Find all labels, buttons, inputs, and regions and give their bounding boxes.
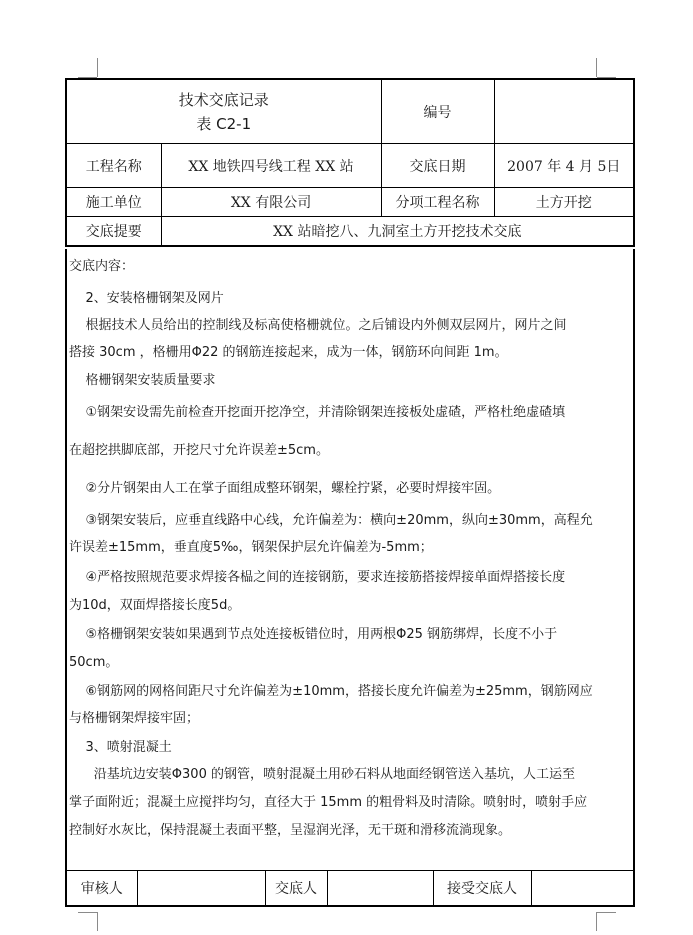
crop-mark [596, 58, 597, 77]
sub-project-value[interactable]: 土方开挖 [494, 188, 634, 217]
crop-mark [97, 912, 98, 931]
content-line: 50cm。 [69, 655, 119, 670]
content-line: 2、安装格栅钢架及网片 [69, 291, 224, 306]
form-title [66, 79, 381, 144]
presenter-value[interactable] [327, 871, 433, 907]
presenter-label: 交底人 [265, 871, 327, 907]
number-value[interactable] [494, 79, 634, 144]
content-line: 与格栅钢架焊接牢固； [69, 711, 200, 726]
crop-mark [596, 912, 597, 931]
crop-mark [97, 58, 98, 77]
header-table [65, 78, 635, 247]
summary-label: 交底提要 [66, 217, 161, 247]
date-value[interactable]: 2007 年 4 月 5日 [494, 144, 634, 188]
content-line: 在超挖拱脚底部，开挖尺寸允许误差±5cm。 [69, 443, 329, 458]
content-line: 根据技术人员给出的控制线及标高使格栅就位。之后铺设内外侧双层网片，网片之间 [69, 318, 567, 333]
content-line: 沿基坑边安装Φ300 的钢管，喷射混凝土用砂石料从地面经钢管送入基坑，人工运至 [69, 767, 575, 782]
project-name-value[interactable]: XX 地铁四号线工程 XX 站 [161, 144, 381, 188]
content-line: 控制好水灰比，保持混凝土表面平整，呈湿润光泽，无干斑和滑移流淌现象。 [69, 823, 512, 838]
content-area [65, 249, 635, 871]
form-title-code: 表 C2-1 [196, 114, 252, 133]
content-line: ⑥钢筋网的网格间距尺寸允许偏差为±10mm，搭接长度允许偏差为±25mm，钢筋网应 [69, 684, 593, 699]
content-line: ③钢架安装后，应垂直线路中心线，允许偏差为：横向±20mm，纵向±30mm，高程允 [69, 513, 593, 528]
content-line: 许误差±15mm，垂直度5‰，钢架保护层允许偏差为-5mm； [69, 540, 433, 555]
content-line: ④严格按照规范要求焊接各榀之间的连接钢筋，要求连接筋搭接焊接单面焊搭接长度 [69, 570, 566, 585]
signature-table [65, 870, 635, 907]
content-line: ②分片钢架由人工在掌子面组成整环钢架，螺栓拧紧，必要时焊接牢固。 [69, 481, 501, 496]
content-line: 为10d，双面焊搭接长度5d。 [69, 598, 241, 613]
crop-mark [597, 912, 616, 913]
content-line: 掌子面附近；混凝土应搅拌均匀，直径大于 15mm 的粗骨料及时清除。喷射时，喷射手应 [69, 795, 588, 810]
project-name-label: 工程名称 [66, 144, 161, 188]
unit-label: 施工单位 [66, 188, 161, 217]
content-line: 格栅钢架安装质量要求 [69, 373, 216, 388]
sub-project-label: 分项工程名称 [381, 188, 494, 217]
content-line: ⑤格栅钢架安装如果遇到节点处连接板错位时，用两根Φ25 钢筋绑焊，长度不小于 [69, 627, 558, 642]
unit-value[interactable]: XX 有限公司 [161, 188, 381, 217]
number-label: 编号 [381, 79, 494, 144]
receiver-label: 接受交底人 [433, 871, 531, 907]
summary-value[interactable]: XX 站暗挖八、九洞室土方开挖技术交底 [161, 217, 634, 247]
receiver-value[interactable] [531, 871, 634, 907]
content-label: 交底内容： [69, 259, 135, 274]
reviewer-value[interactable] [137, 871, 265, 907]
content-line: ①钢架安设需先前检查开挖面开挖净空，并清除钢架连接板处虚碴，严格杜绝虚碴填 [69, 405, 566, 420]
date-label: 交底日期 [381, 144, 494, 188]
reviewer-label: 审核人 [66, 871, 137, 907]
content-line: 3、喷射混凝土 [69, 740, 172, 755]
crop-mark [78, 912, 97, 913]
content-line: 搭接 30cm ，格栅用Φ22 的钢筋连接起来，成为一体，钢筋环向间距 1m。 [69, 345, 508, 360]
form-title-main: 技术交底记录 [178, 90, 269, 109]
